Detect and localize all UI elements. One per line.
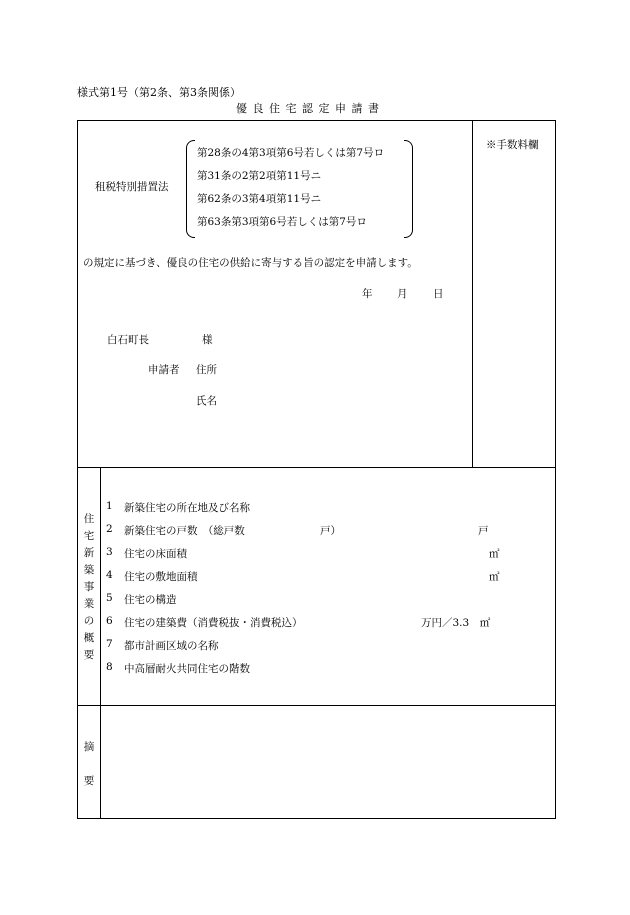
fee-column-label: ※手数料欄 xyxy=(486,139,539,151)
law-article-3: 第62条の3第4項第11号ニ xyxy=(197,193,322,205)
overview-item-label: 新築住宅の戸数 （総戸数 xyxy=(124,525,245,537)
overview-item-num: 6 xyxy=(106,615,113,627)
form-label: 様式第1号（第2条、第3条関係） xyxy=(77,86,241,99)
law-article-1: 第28条の4第3項第6号若しくは第7号ロ xyxy=(197,147,385,159)
left-bracket xyxy=(186,140,195,238)
addressee-name: 白石町長 xyxy=(107,334,149,346)
overview-item-num: 5 xyxy=(106,592,113,604)
addressee-honorific: 様 xyxy=(202,334,213,346)
overview-label-char: 築 xyxy=(83,564,95,576)
overview-label-char: 要 xyxy=(83,649,95,661)
overview-item-num: 3 xyxy=(106,546,113,558)
overview-item-unit: 戸 xyxy=(478,525,489,537)
name-label: 氏名 xyxy=(196,395,217,407)
overview-item-label: 中高層耐火共同住宅の階数 xyxy=(124,663,250,675)
overview-item-label: 住宅の建築費（消費税抜・消費税込） xyxy=(124,617,303,629)
overview-item-num: 4 xyxy=(106,569,113,581)
overview-item-label: 住宅の敷地面積 xyxy=(124,571,198,583)
overview-label-char: 住 xyxy=(83,513,95,525)
overview-label-char: 業 xyxy=(83,598,95,610)
overview-label-char: の xyxy=(83,615,95,627)
overview-item-num: 8 xyxy=(106,661,113,673)
overview-label-char: 新 xyxy=(83,547,95,559)
overview-item-num: 1 xyxy=(106,500,113,512)
overview-item-label: 都市計画区域の名称 xyxy=(124,640,219,652)
date-year: 年 xyxy=(362,288,373,300)
law-article-4: 第63条第3項第6号若しくは第7号ロ xyxy=(197,216,367,228)
statement: の規定に基づき、優良の住宅の供給に寄与する旨の認定を申請します。 xyxy=(83,257,418,269)
overview-item-unit: ㎡ xyxy=(489,548,500,560)
overview-label-char: 事 xyxy=(83,581,95,593)
overview-item-num: 7 xyxy=(106,638,113,650)
overview-label-char: 概 xyxy=(83,632,95,644)
overview-item-extra: 戸） xyxy=(320,525,341,537)
remarks-label-char: 要 xyxy=(83,775,95,787)
date-day: 日 xyxy=(433,288,444,300)
applicant-label: 申請者 xyxy=(148,364,180,376)
overview-item-label: 住宅の床面積 xyxy=(124,548,187,560)
overview-item-label: 新築住宅の所在地及び名称 xyxy=(124,502,250,514)
address-label: 住所 xyxy=(196,364,217,376)
page-title: 優 良 住 宅 認 定 申 請 書 xyxy=(236,102,380,115)
law-name: 租税特別措置法 xyxy=(95,181,169,193)
overview-item-unit: ㎡ xyxy=(489,571,500,583)
overview-item-unit: 万円／3.3 ㎡ xyxy=(421,617,491,629)
overview-item-num: 2 xyxy=(106,523,113,535)
overview-label-char: 宅 xyxy=(83,530,95,542)
right-bracket xyxy=(404,140,413,238)
date-month: 月 xyxy=(397,288,408,300)
overview-item-label: 住宅の構造 xyxy=(124,594,177,606)
remarks-label-char: 摘 xyxy=(83,741,95,753)
law-article-2: 第31条の2第2項第11号ニ xyxy=(197,170,322,182)
